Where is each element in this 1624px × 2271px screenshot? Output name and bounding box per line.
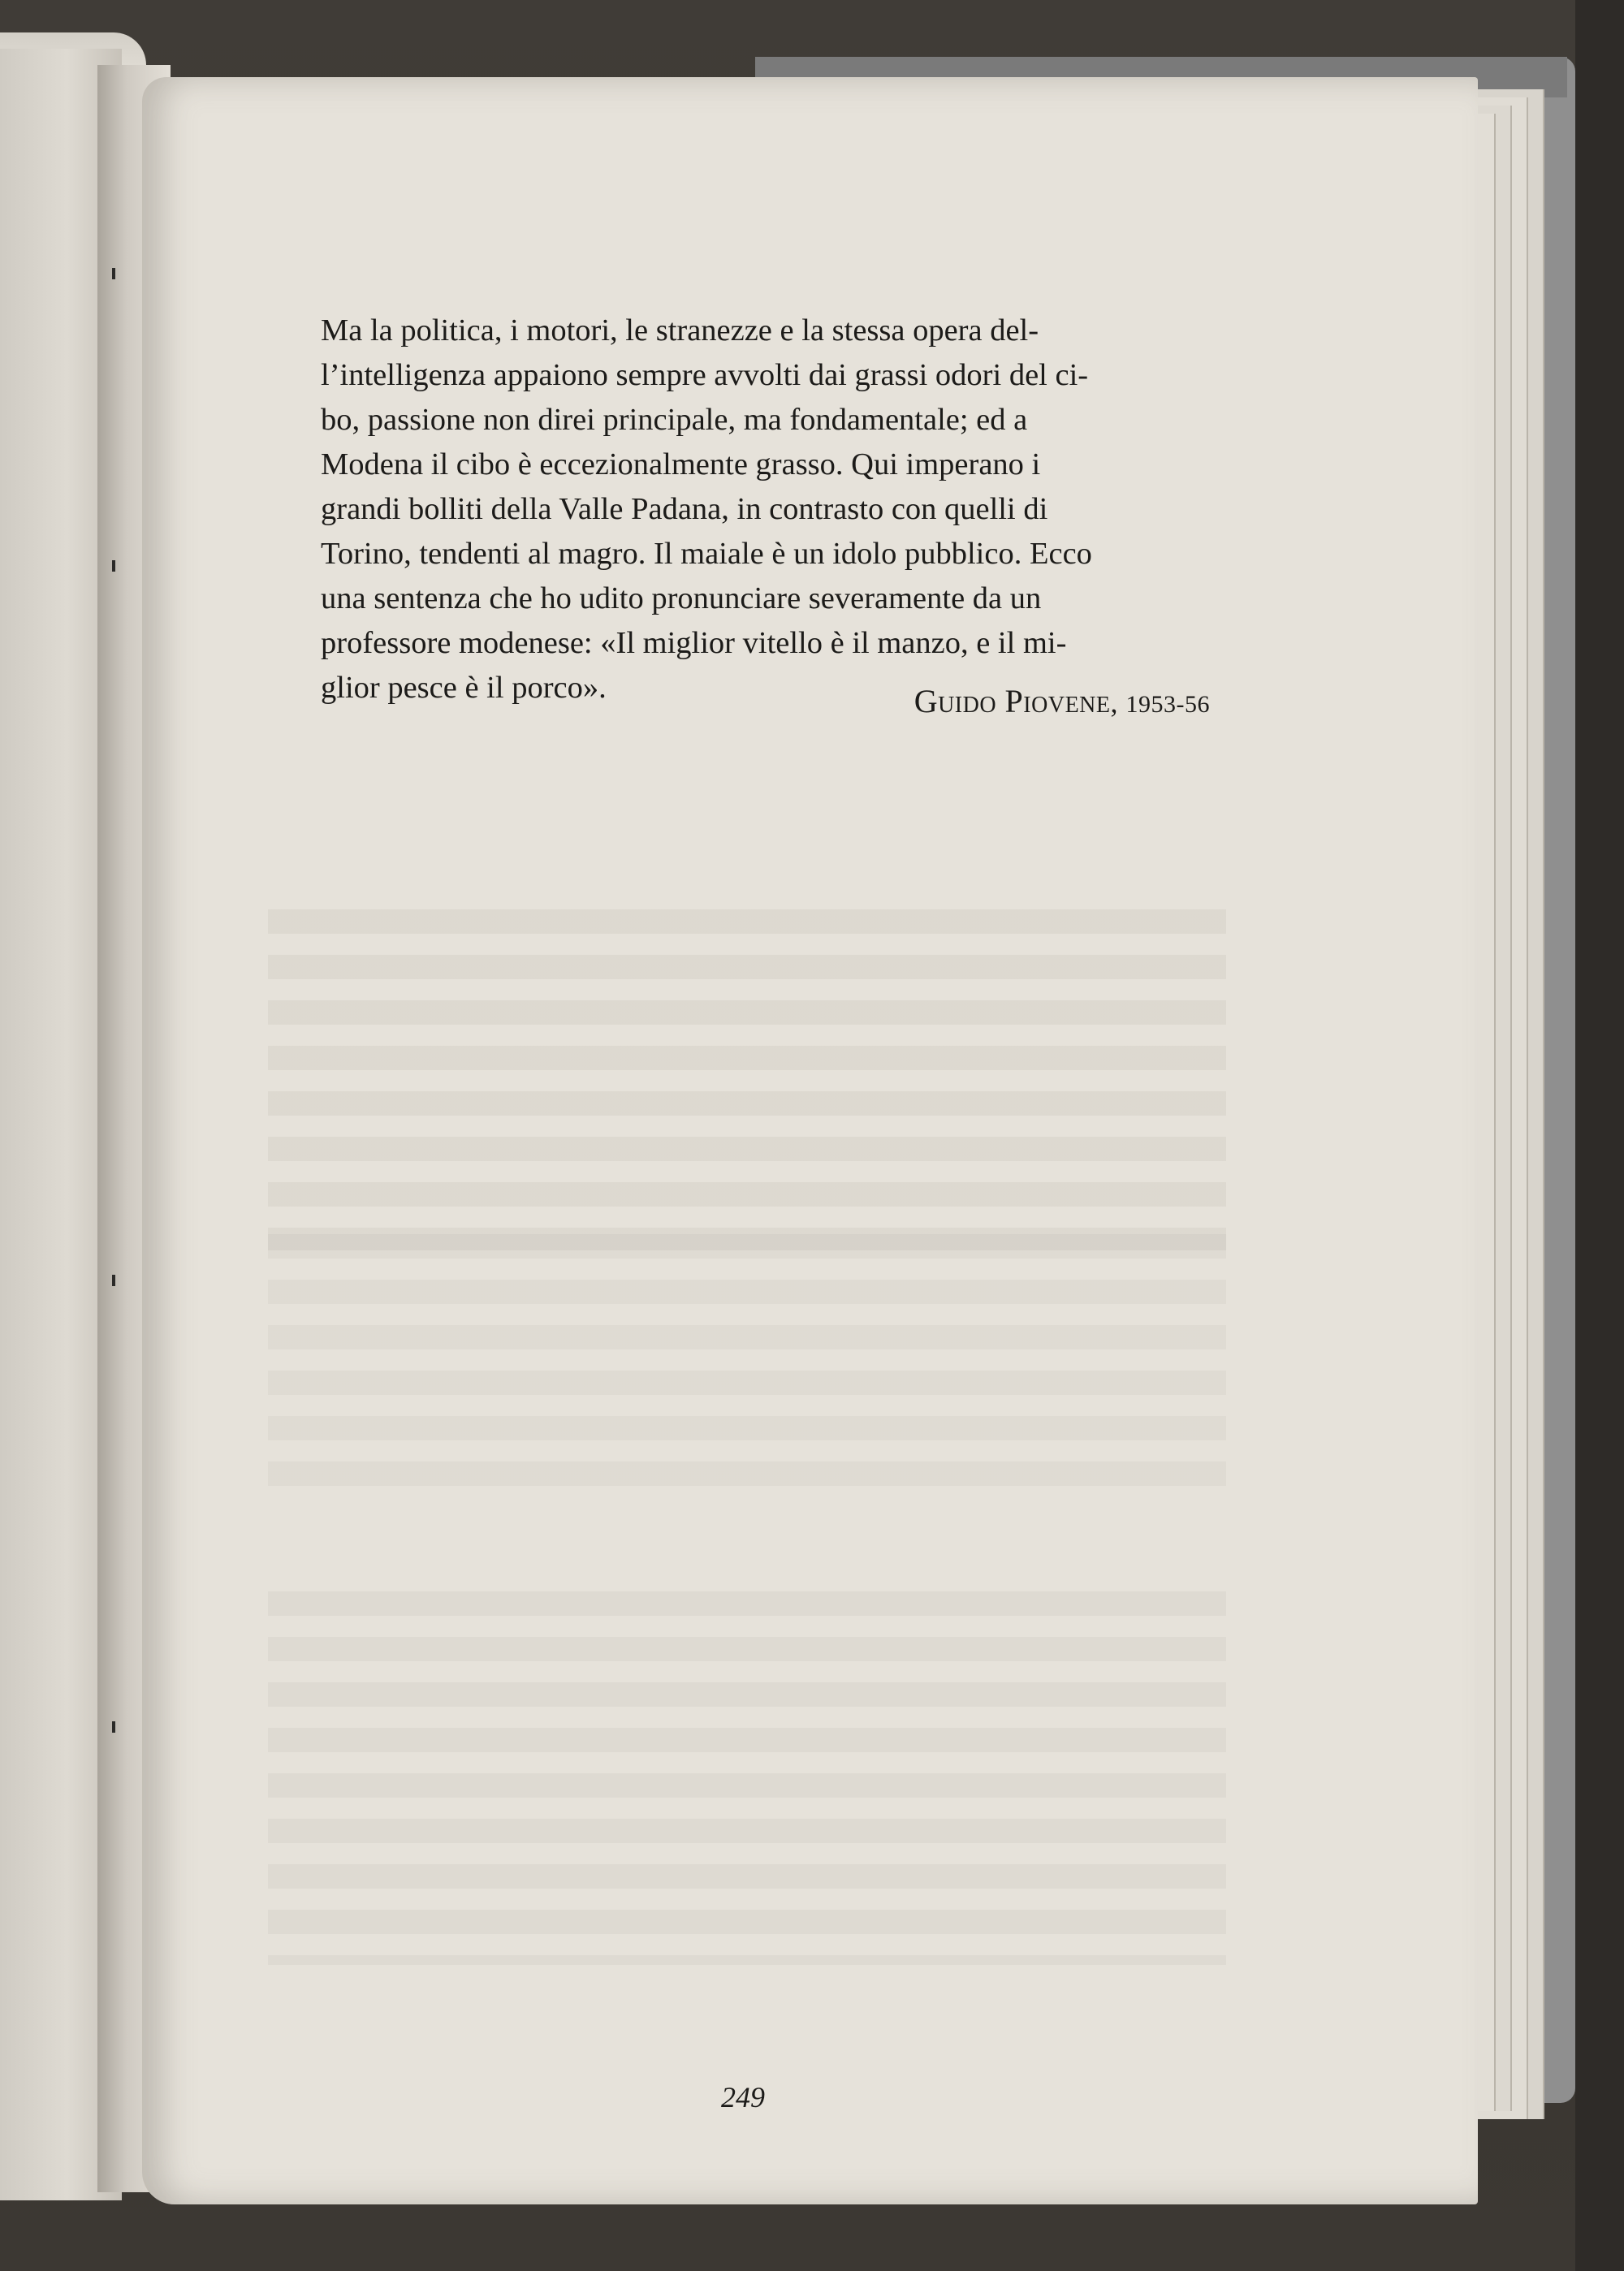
show-through-shadow (268, 1591, 1226, 1965)
background (1575, 0, 1624, 2271)
attribution-year: 1953-56 (1125, 691, 1210, 718)
show-through-shadow (268, 1234, 1226, 1494)
binding-mark (112, 560, 115, 572)
page-number: 249 (721, 2081, 765, 2113)
binding-mark (112, 1721, 115, 1733)
main-text-block (321, 309, 1210, 710)
show-through-shadow (268, 909, 1226, 1250)
binding-mark (112, 1275, 115, 1286)
attribution-author: Guido Piovene (914, 683, 1111, 719)
quote-paragraph: Ma la politica, i motori, le stranezze e la stessa opera del- l’intelligenza appaiono sempre avvolti dai grassi odori del ci- bo, passione non direi principale, ma fondamentale; ed a Modena il cibo è eccezionalmente grasso. Qui imperano i grandi bolliti della Valle Padana, in contrasto con quelli di Torino, tendenti al magro. Il maiale è un idolo pubblico. Ecco una sentenza che ho udito pronunciare severamente da un professore modenese: «Il miglior vitello è il manzo, e il mi- glior pesce è il porco». (321, 313, 1092, 705)
attribution: Guido Piovene, 1953-56 (914, 683, 1210, 719)
binding-mark (112, 268, 115, 279)
